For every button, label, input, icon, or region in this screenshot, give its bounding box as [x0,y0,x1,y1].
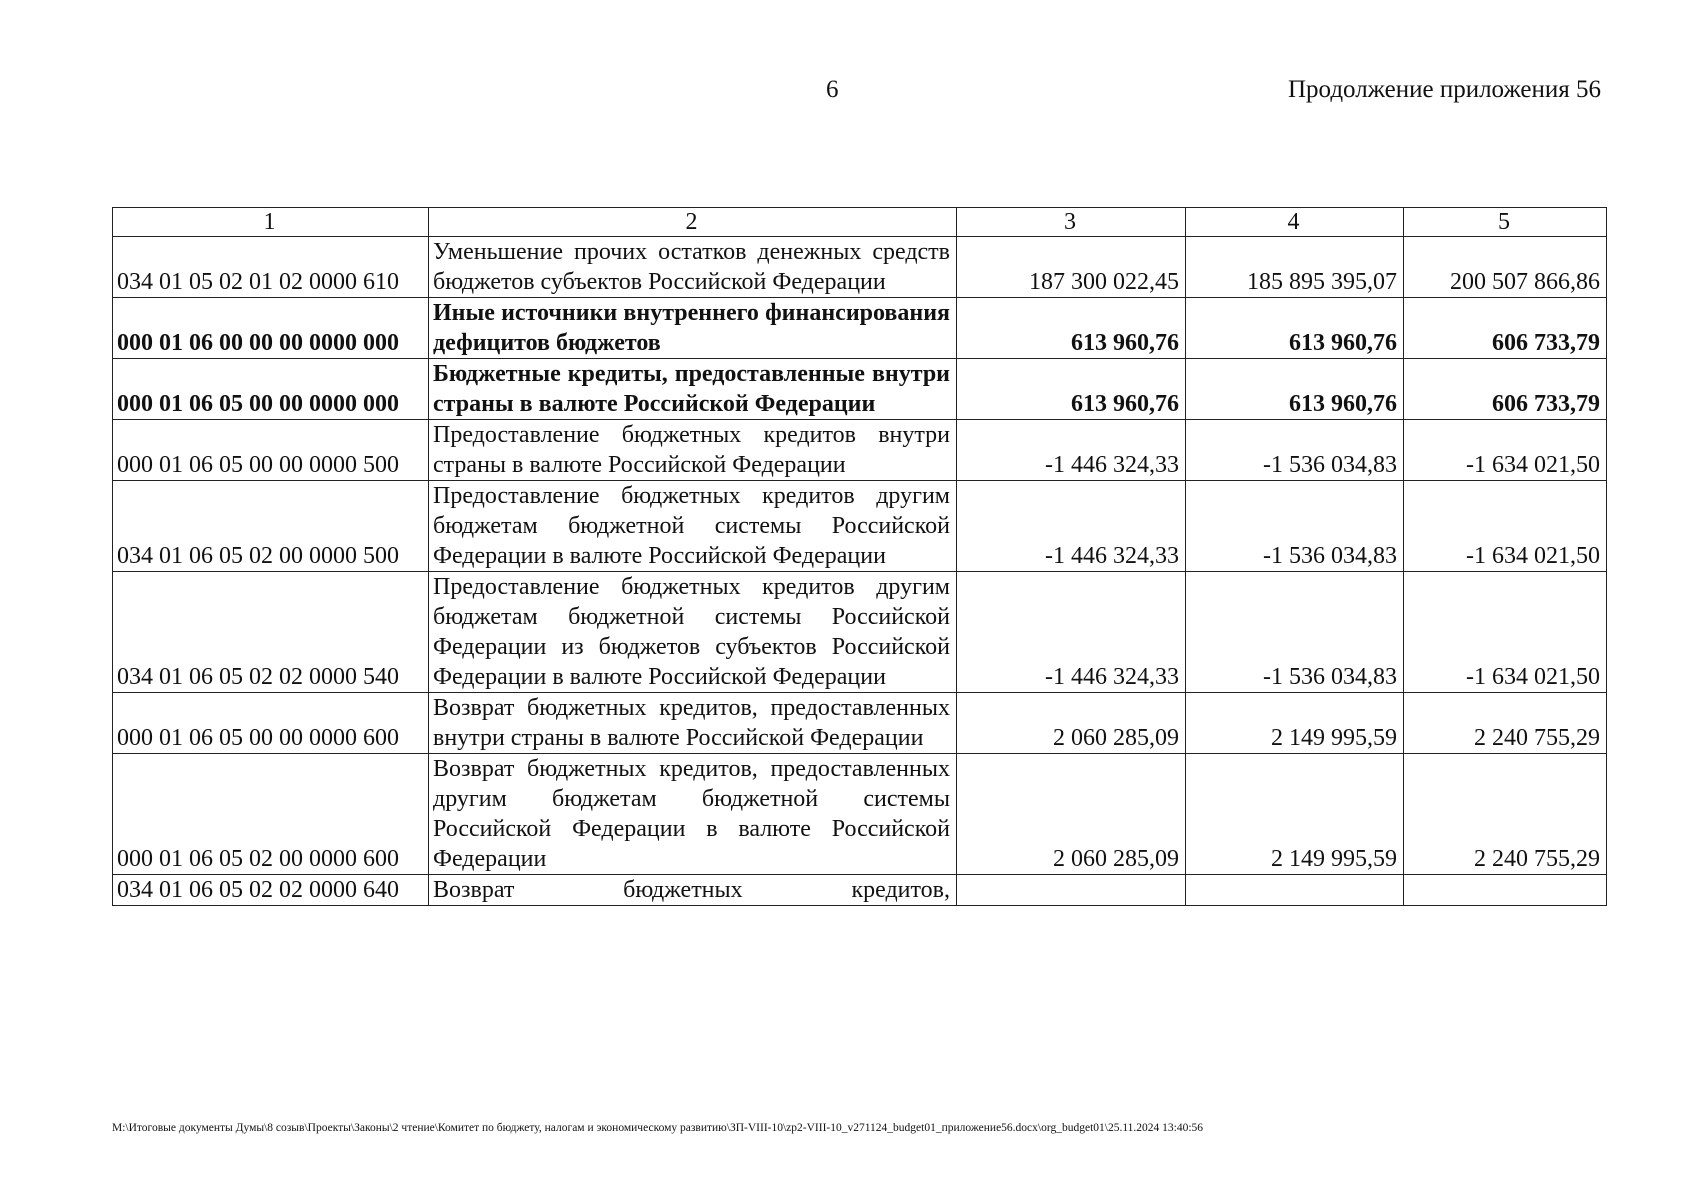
value-col-4: 185 895 395,07 [1186,237,1404,298]
value-col-5: -1 634 021,50 [1404,481,1607,572]
value-col-5: 200 507 866,86 [1404,237,1607,298]
table-row [113,237,1607,298]
item-name: Предоставление бюджетных кредитов внутри страны в валюте Российской Федерации [429,420,957,481]
budget-code: 034 01 06 05 02 02 0000 540 [113,572,429,693]
value-col-3: 2 060 285,09 [957,693,1186,754]
value-col-4: -1 536 034,83 [1186,481,1404,572]
value-col-3: 187 300 022,45 [957,237,1186,298]
table-row [113,359,1607,420]
value-col-4: 613 960,76 [1186,359,1404,420]
table-row [113,481,1607,572]
value-col-4: 613 960,76 [1186,298,1404,359]
value-col-3: 613 960,76 [957,359,1186,420]
table-body [113,237,1607,906]
column-header-5: 5 [1404,208,1607,237]
value-col-5: 606 733,79 [1404,359,1607,420]
table-row [113,693,1607,754]
value-col-3: -1 446 324,33 [957,481,1186,572]
continuation-heading: Продолжение приложения 56 [1287,76,1601,103]
item-name: Возврат бюджетных кредитов, предоставленных другим бюджетам бюджетной системы Российской Федерации в валюте Российской Федерации [429,754,957,875]
value-col-3 [957,875,1186,906]
value-col-5: 606 733,79 [1404,298,1607,359]
item-name-text: Возврат бюджетных кредитов, [433,877,950,903]
value-col-5: -1 634 021,50 [1404,420,1607,481]
budget-code: 000 01 06 05 00 00 0000 000 [113,359,429,420]
budget-code: 000 01 06 05 00 00 0000 500 [113,420,429,481]
budget-code: 034 01 06 05 02 00 0000 500 [113,481,429,572]
value-col-4: 2 149 995,59 [1186,754,1404,875]
table-row-continued [113,875,1607,906]
item-name: Предоставление бюджетных кредитов другим бюджетам бюджетной системы Российской Федерации в валюте Российской Федерации [429,481,957,572]
item-name: Иные источники внутреннего финансирования дефицитов бюджетов [429,298,957,359]
value-col-4 [1186,875,1404,906]
table-row [113,572,1607,693]
item-name [429,875,957,906]
value-col-4: -1 536 034,83 [1186,572,1404,693]
column-header-3: 3 [957,208,1186,237]
value-col-3: 613 960,76 [957,298,1186,359]
value-col-4: -1 536 034,83 [1186,420,1404,481]
table-row [113,754,1607,875]
page-number: 6 [826,76,839,103]
table-row [113,420,1607,481]
item-name: Предоставление бюджетных кредитов другим бюджетам бюджетной системы Российской Федерации из бюджетов субъектов Российской Федерации в валюте Российской Федерации [429,572,957,693]
value-col-5 [1404,875,1607,906]
value-col-3: -1 446 324,33 [957,420,1186,481]
document-path-footer: M:\Итоговые документы Думы\8 созыв\Проекты\Законы\2 чтение\Комитет по бюджету, налогам и экономическому развитию\ЗП-VIII-10\zp2-VIII-10_v271124_budget01_приложение56.docx\org_budget01\25.11.2024 13:40:56 [112,1122,1204,1134]
item-name: Бюджетные кредиты, предоставленные внутри страны в валюте Российской Федерации [429,359,957,420]
value-col-4: 2 149 995,59 [1186,693,1404,754]
column-header-1: 1 [113,208,429,237]
table-row [113,298,1607,359]
value-col-3: -1 446 324,33 [957,572,1186,693]
column-header-4: 4 [1186,208,1404,237]
value-col-5: 2 240 755,29 [1404,693,1607,754]
value-col-3: 2 060 285,09 [957,754,1186,875]
budget-code: 000 01 06 00 00 00 0000 000 [113,298,429,359]
budget-code: 000 01 06 05 02 00 0000 600 [113,754,429,875]
budget-table [112,207,1607,906]
column-header-2: 2 [429,208,957,237]
value-col-5: -1 634 021,50 [1404,572,1607,693]
budget-code: 034 01 05 02 01 02 0000 610 [113,237,429,298]
value-col-5: 2 240 755,29 [1404,754,1607,875]
budget-code: 000 01 06 05 00 00 0000 600 [113,693,429,754]
budget-code: 034 01 06 05 02 02 0000 640 [113,875,429,906]
item-name: Возврат бюджетных кредитов, предоставленных внутри страны в валюте Российской Федерации [429,693,957,754]
item-name: Уменьшение прочих остатков денежных средств бюджетов субъектов Российской Федерации [429,237,957,298]
column-number-row [113,208,1607,237]
